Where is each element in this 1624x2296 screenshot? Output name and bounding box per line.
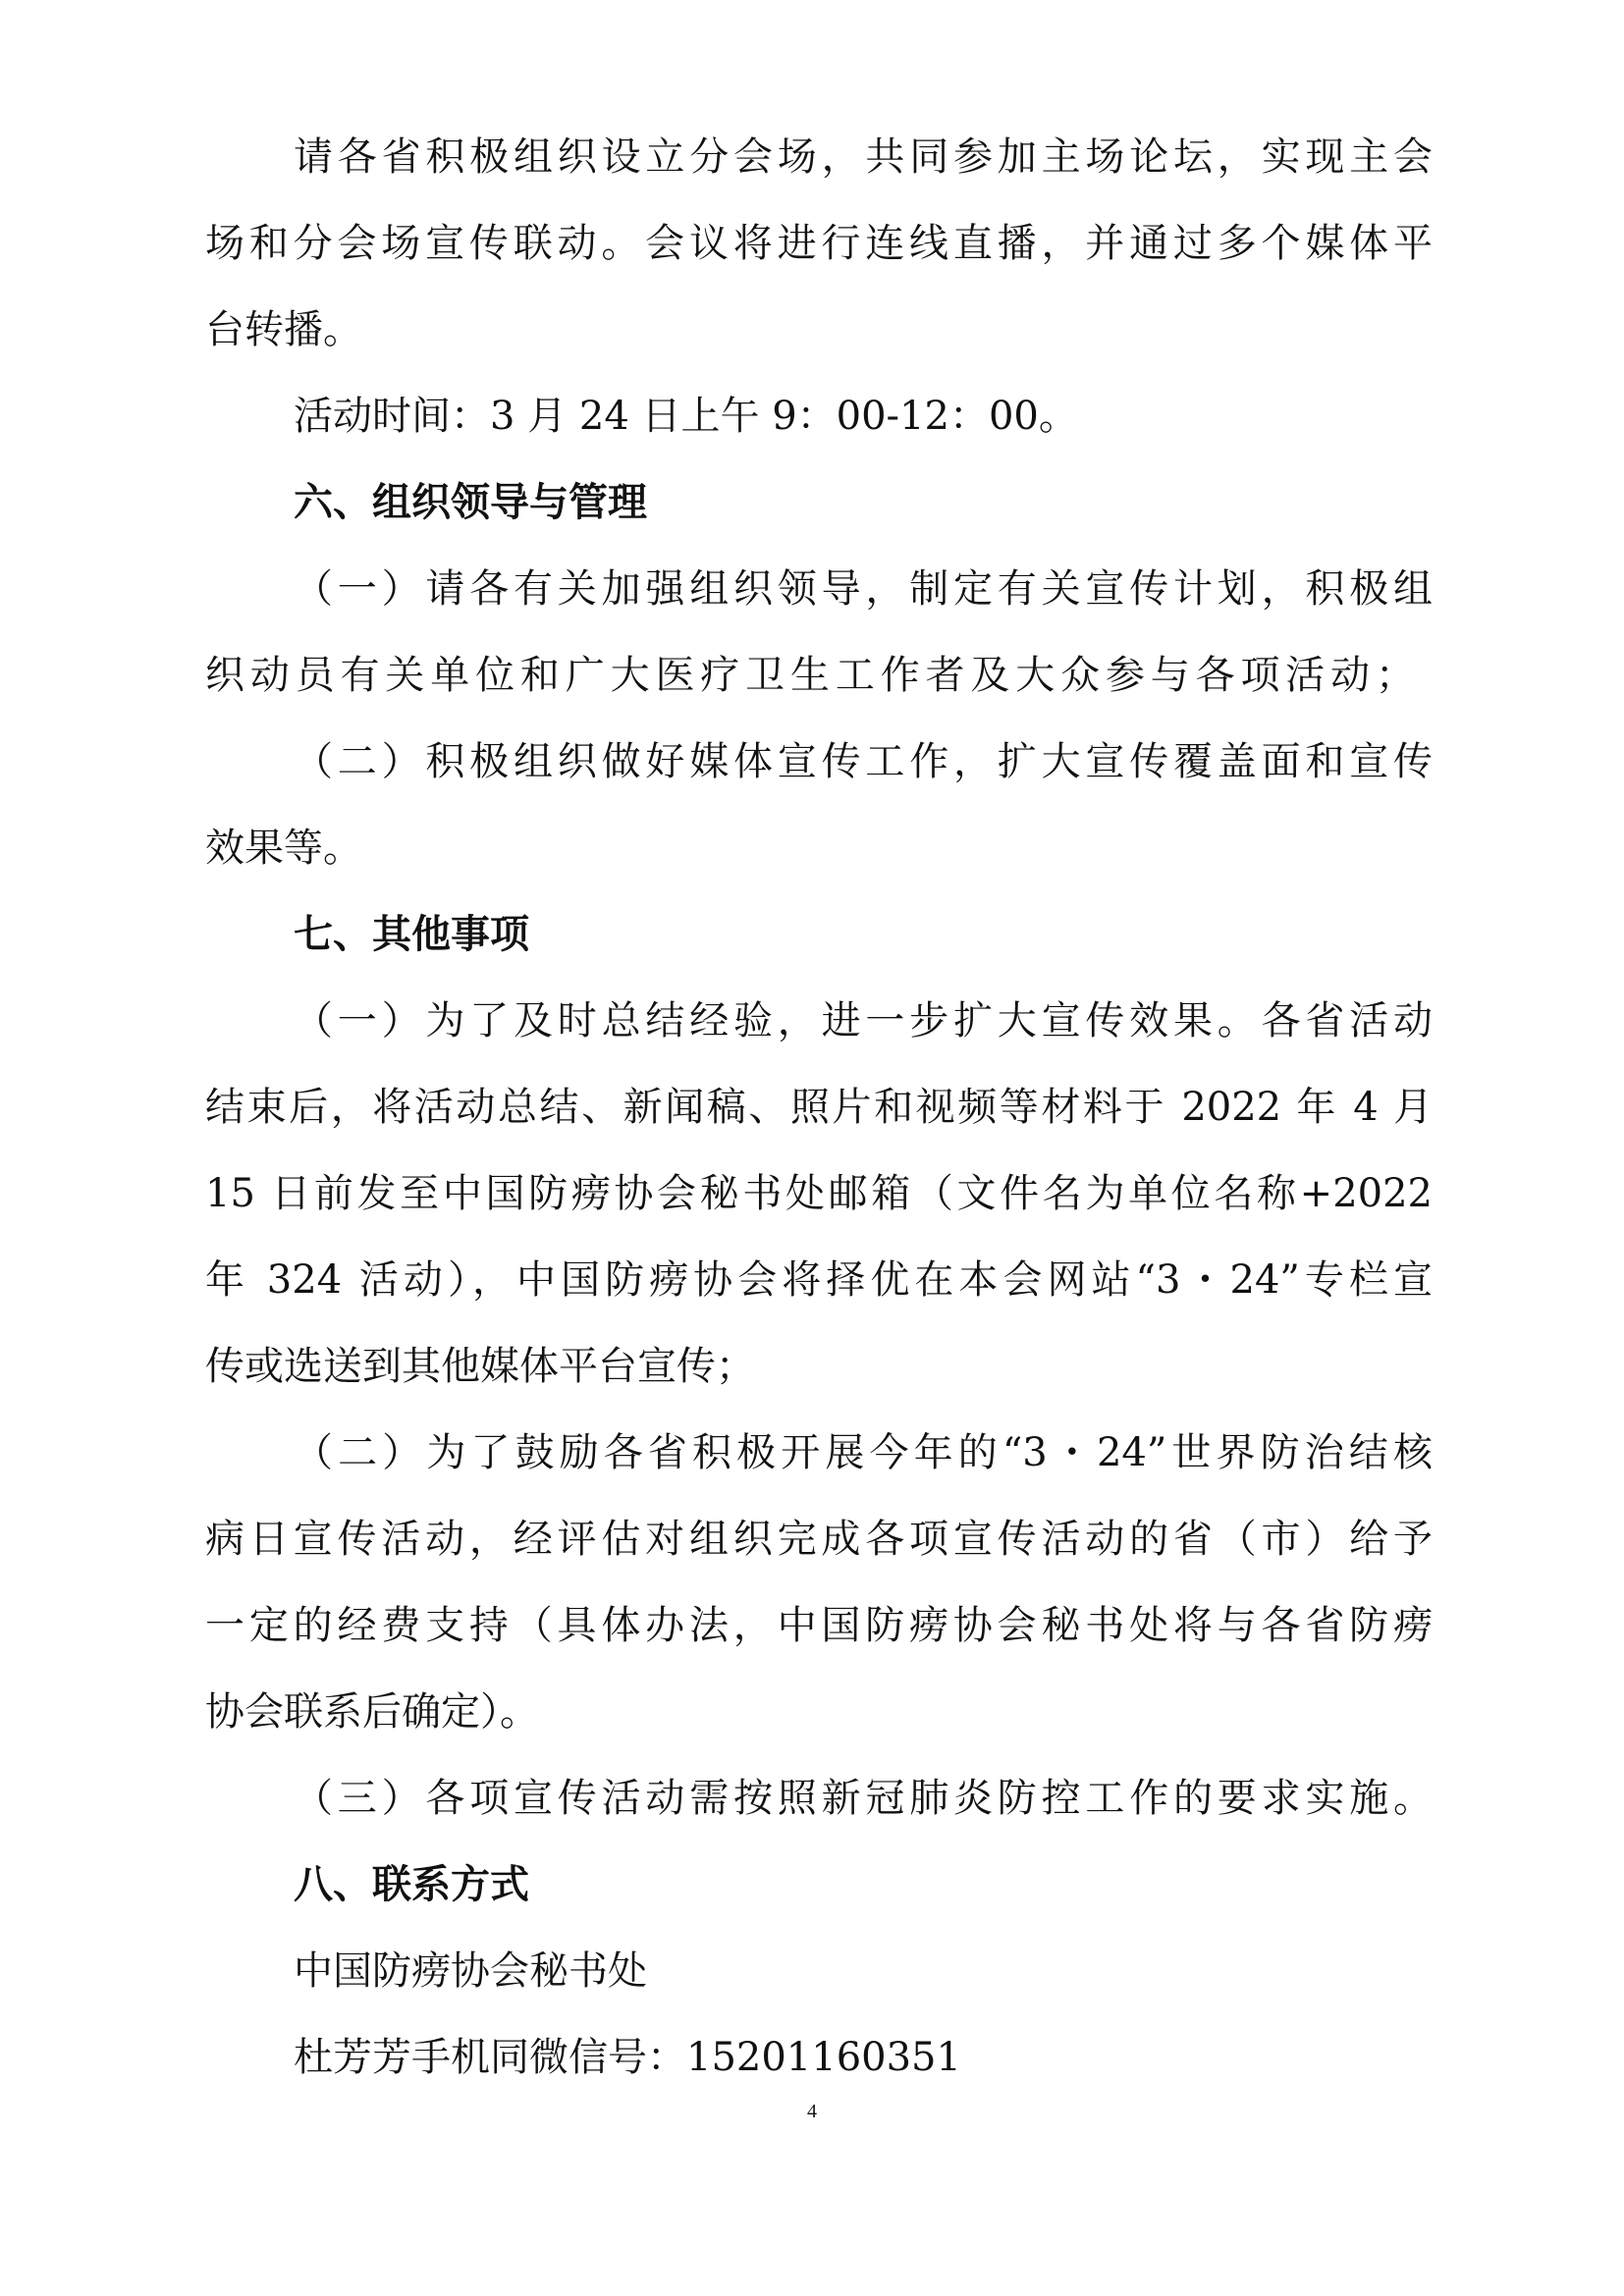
page-number: 4 (807, 2101, 817, 2122)
paragraph-leadership-1-line-2: 织动员有关单位和广大医疗卫生工作者及大众参与各项活动； (205, 653, 1415, 698)
paragraph-other-1-line-4: 年 324 活动），中国防痨协会将择优在本会网站“3・24”专栏宣 (205, 1257, 1433, 1303)
paragraph-other-2-line-4: 协会联系后确定）。 (205, 1689, 539, 1735)
paragraph-other-2-line-3: 一定的经费支持（具体办法，中国防痨协会秘书处将与各省防痨 (205, 1603, 1433, 1648)
paragraph-other-1-line-1: （一）为了及时总结经验，进一步扩大宣传效果。各省活动 (294, 998, 1433, 1043)
paragraph-event-time: 活动时间：3 月 24 日上午 9：00-12：00。 (294, 394, 1078, 439)
contact-person: 杜芳芳手机同微信号：15201160351 (294, 2035, 961, 2080)
paragraph-other-1-line-3: 15 日前发至中国防痨协会秘书处邮箱（文件名为单位名称+2022 (205, 1171, 1433, 1216)
section-heading-8: 八、联系方式 (294, 1862, 529, 1907)
paragraph-branch-venues-line-2: 场和分会场宣传联动。会议将进行连线直播，并通过多个媒体平 (205, 221, 1433, 266)
paragraph-branch-venues-line-1: 请各省积极组织设立分会场，共同参加主场论坛，实现主会 (294, 134, 1433, 180)
paragraph-other-2-line-1: （二）为了鼓励各省积极开展今年的“3・24”世界防治结核 (294, 1430, 1433, 1475)
paragraph-other-1-line-2: 结束后，将活动总结、新闻稿、照片和视频等材料于 2022 年 4 月 (205, 1085, 1433, 1130)
paragraph-other-3: （三）各项宣传活动需按照新冠肺炎防控工作的要求实施。 (294, 1776, 1433, 1821)
paragraph-leadership-2-line-2: 效果等。 (205, 826, 362, 871)
paragraph-leadership-2-line-1: （二）积极组织做好媒体宣传工作，扩大宣传覆盖面和宣传 (294, 739, 1433, 784)
paragraph-other-1-line-5: 传或选送到其他媒体平台宣传； (205, 1344, 755, 1389)
section-heading-6: 六、组织领导与管理 (294, 480, 647, 525)
paragraph-branch-venues-line-3: 台转播。 (205, 307, 362, 352)
paragraph-leadership-1-line-1: （一）请各有关加强组织领导，制定有关宣传计划，积极组 (294, 566, 1433, 612)
section-heading-7: 七、其他事项 (294, 912, 529, 957)
paragraph-other-2-line-2: 病日宣传活动，经评估对组织完成各项宣传活动的省（市）给予 (205, 1517, 1433, 1562)
contact-organization: 中国防痨协会秘书处 (294, 1949, 647, 1994)
